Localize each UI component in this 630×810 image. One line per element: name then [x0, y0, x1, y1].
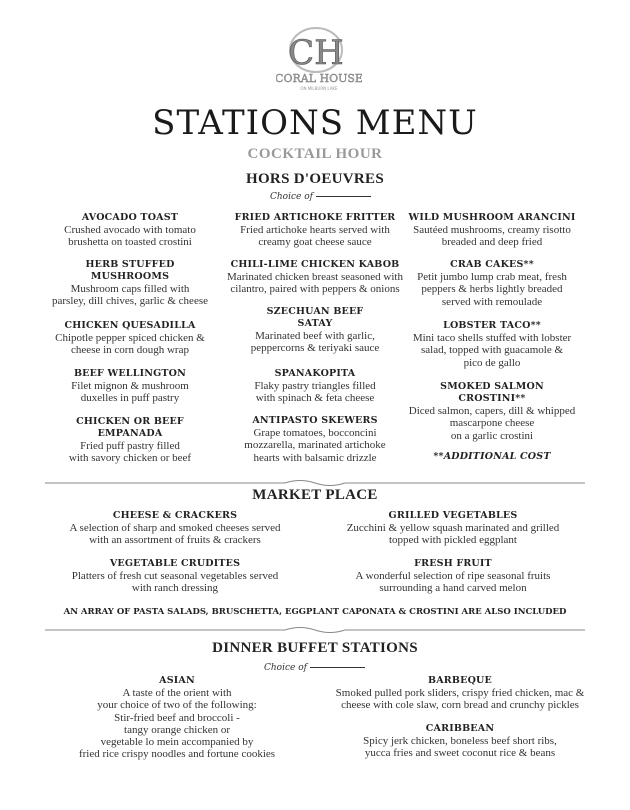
item-desc: served with remoulade: [441, 295, 543, 308]
divider: [45, 625, 585, 635]
item-desc: Spicy jerk chicken, boneless beef short ribs,: [363, 735, 557, 747]
additional-cost-note: **ADDITIONAL COST: [433, 451, 551, 462]
item-desc: creamy goat cheese sauce: [258, 236, 372, 249]
menu-item: [235, 212, 396, 249]
menu-item: [52, 259, 208, 308]
item-name: ANTIPASTO SKEWERS: [252, 415, 378, 426]
item-desc: mascarpone cheese: [449, 417, 535, 430]
item-desc: Chipotle pepper spiced chicken &: [55, 332, 205, 344]
menu-item: [71, 368, 189, 405]
item-desc: with ranch dressing: [131, 582, 219, 595]
item-desc: Zucchini & yellow squash marinated and grilled: [346, 522, 560, 534]
svg-text:CORAL HOUSE: CORAL HOUSE: [276, 72, 362, 85]
item-name-cont: CROSTINI**: [458, 393, 526, 404]
item-desc: A taste of the orient with: [122, 687, 232, 699]
hors-choice: [270, 192, 371, 202]
item-desc: salad, topped with guacamole &: [420, 344, 564, 357]
item-desc: on a garlic crostini: [450, 429, 534, 442]
item-name: AVOCADO TOAST: [81, 212, 179, 223]
item-name-cont: MUSHROOMS: [90, 271, 170, 282]
menu-item: [347, 510, 560, 547]
item-desc: A selection of sharp and smoked cheeses served: [69, 522, 281, 534]
menu-item: [363, 723, 557, 760]
item-desc: Filet mignon & mushroom: [71, 380, 189, 392]
item-name: HERB STUFFED: [85, 259, 175, 270]
item-name: CHICKEN OR BEEF: [76, 416, 184, 427]
item-desc: peppercorns & teriyaki sauce: [250, 342, 380, 355]
item-desc: yucca fries and sweet coconut rice & beans: [364, 747, 556, 760]
menu-item: [72, 558, 278, 595]
item-desc: Smoked pulled pork sliders, crispy fried chicken, mac &: [335, 687, 585, 699]
dinner-heading: DINNER BUFFET STATIONS: [212, 640, 418, 656]
item-name: CRAB CAKES**: [450, 259, 534, 270]
item-desc: surrounding a hand carved melon: [379, 582, 527, 595]
item-desc: your choice of two of the following:: [97, 699, 257, 712]
hors-heading: HORS D'OEUVRES: [246, 171, 384, 187]
item-desc: with an assortment of fruits & crackers: [89, 534, 261, 547]
item-desc: Stir-fried beef and broccoli -: [114, 711, 240, 724]
item-desc: Flaky pastry triangles filled: [254, 380, 376, 392]
item-desc: mozzarella, marinated artichoke: [244, 439, 386, 452]
item-desc: tangy orange chicken or: [124, 723, 230, 736]
menu-item: [251, 306, 380, 355]
item-name: FRESH FRUIT: [414, 558, 492, 569]
item-name: CHILI-LIME CHICKEN KABOB: [230, 259, 400, 270]
item-name: GRILLED VEGETABLES: [388, 510, 518, 521]
item-name-cont: EMPANADA: [97, 428, 163, 439]
item-desc: Crushed avocado with tomato: [64, 224, 196, 236]
item-desc: duxelles in puff pastry: [80, 392, 180, 405]
item-desc: Grape tomatoes, bocconcini: [253, 427, 377, 439]
item-name: CHICKEN QUESADILLA: [64, 320, 196, 331]
market-heading: MARKET PLACE: [252, 487, 378, 503]
menu-item: [69, 510, 280, 547]
item-desc: cilantro, paired with peppers & onions: [230, 283, 400, 296]
item-desc: peppers & herbs lightly breaded: [421, 283, 563, 296]
item-name: LOBSTER TACO**: [443, 320, 541, 331]
menu-item: [64, 212, 196, 249]
item-desc: Mini taco shells stuffed with lobster: [412, 332, 572, 344]
choice-label: Choice of: [270, 192, 313, 202]
menu-item: [408, 212, 575, 249]
item-name: CARIBBEAN: [425, 723, 495, 734]
menu-item: [409, 381, 576, 442]
item-name: BEEF WELLINGTON: [73, 368, 187, 379]
item-desc: pico de gallo: [463, 356, 521, 369]
item-name: CHEESE & CRACKERS: [112, 510, 238, 521]
svg-text:ON MILBURN LAKE: ON MILBURN LAKE: [300, 86, 338, 91]
item-name-cont: SATAY: [297, 318, 333, 329]
menu-item: [227, 259, 403, 296]
item-name: WILD MUSHROOM ARANCINI: [408, 212, 576, 223]
menu-item: [55, 320, 205, 357]
page-title: STATIONS MENU: [152, 103, 478, 143]
item-name: VEGETABLE CRUDITES: [109, 558, 241, 569]
menu-item: [336, 675, 585, 712]
coral-house-logo: [276, 22, 362, 92]
item-desc: A wonderful selection of ripe seasonal fruits: [355, 570, 551, 582]
svg-text:CH: CH: [288, 33, 344, 73]
item-desc: Petit jumbo lump crab meat, fresh: [417, 271, 567, 283]
menu-item: [417, 259, 567, 308]
item-desc: parsley, dill chives, garlic & cheese: [52, 295, 208, 308]
subtitle: COCKTAIL HOUR: [247, 146, 383, 162]
item-desc: Diced salmon, capers, dill & whipped: [408, 405, 576, 417]
item-desc: cheese with cole slaw, corn bread and crunchy pickles: [341, 699, 579, 712]
item-desc: Platters of fresh cut seasonal vegetables served: [71, 570, 279, 582]
item-name: FRIED ARTICHOKE FRITTER: [234, 212, 396, 223]
item-desc: vegetable lo mein accompanied by: [100, 736, 254, 749]
item-desc: hearts with balsamic drizzle: [253, 451, 377, 464]
item-name: ASIAN: [159, 675, 195, 686]
item-name: SPANAKOPITA: [274, 368, 356, 379]
item-desc: fried rice crispy noodles and fortune cookies: [78, 748, 276, 761]
item-desc: cheese in corn dough wrap: [71, 344, 189, 357]
menu-item: [69, 416, 191, 465]
dinner-choice: [264, 663, 365, 673]
item-desc: with spinach & feta cheese: [255, 392, 375, 405]
item-desc: Mushroom caps filled with: [70, 283, 190, 295]
item-name: BARBEQUE: [428, 675, 492, 686]
item-desc: brushetta on toasted crostini: [68, 236, 192, 249]
item-desc: Fried puff pastry filled: [80, 440, 180, 452]
menu-item: [244, 415, 385, 464]
item-name: SZECHUAN BEEF: [266, 306, 364, 317]
item-desc: breaded and deep fried: [441, 236, 543, 249]
item-desc: Marinated chicken breast seasoned with: [227, 271, 403, 283]
item-desc: topped with pickled eggplant: [388, 534, 517, 547]
item-name: SMOKED SALMON: [440, 381, 544, 392]
item-desc: Sautéed mushrooms, creamy risotto: [413, 224, 571, 236]
menu-item: [254, 368, 375, 405]
item-desc: Marinated beef with garlic,: [255, 330, 375, 342]
menu-item: [413, 320, 571, 369]
menu-item: [79, 675, 275, 761]
item-desc: Fried artichoke hearts served with: [240, 224, 390, 236]
item-desc: with savory chicken or beef: [68, 452, 192, 465]
market-note: AN ARRAY OF PASTA SALADS, BRUSCHETTA, EGGPLANT CAPONATA & CROSTINI ARE ALSO INCLUDED: [63, 607, 567, 617]
menu-item: [356, 558, 551, 595]
choice-label: Choice of: [264, 663, 307, 673]
